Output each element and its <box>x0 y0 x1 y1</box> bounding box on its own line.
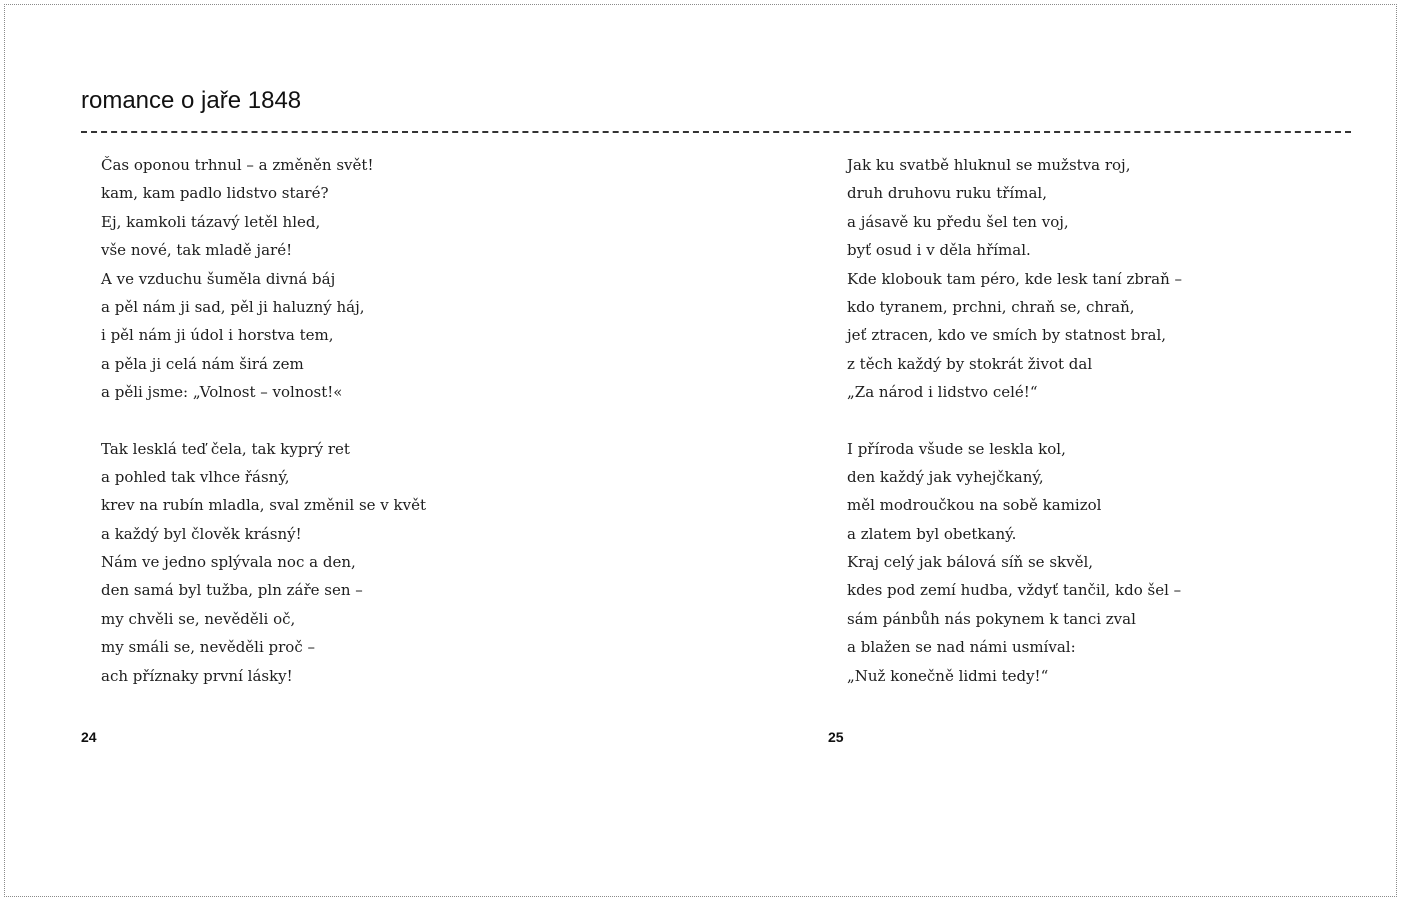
verse-line: jeť ztracen, kdo ve smích by statnost bral, <box>847 326 1167 345</box>
verse-line: kam, kam padlo lidstvo staré? <box>101 184 329 203</box>
page-number-right: 25 <box>828 729 844 745</box>
verse-line: ach příznaky první lásky! <box>101 666 293 685</box>
verse-line: „Nuž konečně lidmi tedy!“ <box>847 666 1049 685</box>
verse-line: vše nové, tak mladě jaré! <box>101 241 293 260</box>
stanza <box>847 151 1404 407</box>
verse-line: kdo tyranem, prchni, chraň se, chraň, <box>847 297 1135 316</box>
verse-line: den samá byl tužba, pln záře sen – <box>101 581 363 600</box>
verse-line: a blažen se nad námi usmíval: <box>847 638 1076 657</box>
right-page-poem <box>847 151 1404 718</box>
verse-line: krev na rubín mladla, sval změnil se v květ <box>101 496 427 515</box>
verse-line: a jásavě ku předu šel ten voj, <box>847 212 1069 231</box>
verse-line: A ve vzduchu šuměla divná báj <box>101 269 336 288</box>
stanza <box>101 435 701 691</box>
verse-line: z těch každý by stokrát život dal <box>847 354 1093 373</box>
verse-line: Nám ve jedno splývala noc a den, <box>101 553 356 572</box>
verse-line: my smáli se, nevěděli proč – <box>101 638 316 657</box>
verse-line: Ej, kamkoli tázavý letěl hled, <box>101 212 321 231</box>
verse-line: i pěl nám ji údol i horstva tem, <box>101 326 334 345</box>
verse-line: I příroda všude se leskla kol, <box>847 439 1066 458</box>
poem-title: romance o jaře 1848 <box>81 87 302 114</box>
left-page-poem <box>101 151 701 718</box>
verse-line: a zlatem byl obetkaný. <box>847 524 1017 543</box>
verse-line: kdes pod zemí hudba, vždyť tančil, kdo šel – <box>847 581 1182 600</box>
stanza <box>847 435 1404 691</box>
verse-line: a pěla ji celá nám širá zem <box>101 354 304 373</box>
verse-line: „Za národ i lidstvo celé!“ <box>847 383 1038 402</box>
stanza <box>101 151 701 407</box>
title-divider <box>81 131 1351 133</box>
verse-line: a pohled tak vlhce řásný, <box>101 467 290 486</box>
verse-line: my chvěli se, nevěděli oč, <box>101 609 296 628</box>
verse-line: Tak lesklá teď čela, tak kyprý ret <box>101 439 350 458</box>
verse-line: Kde klobouk tam péro, kde lesk taní zbraň – <box>847 269 1183 288</box>
verse-line: měl modroučkou na sobě kamizol <box>847 496 1102 515</box>
verse-line: a pěl nám ji sad, pěl ji haluzný háj, <box>101 297 365 316</box>
verse-line: sám pánbůh nás pokynem k tanci zval <box>847 609 1136 628</box>
verse-line: a každý byl člověk krásný! <box>101 524 302 543</box>
verse-line: byť osud i v děla hřímal. <box>847 241 1031 260</box>
verse-line: Čas oponou trhnul – a změněn svět! <box>101 156 374 174</box>
verse-line: Jak ku svatbě hluknul se mužstva roj, <box>847 156 1131 174</box>
verse-line: a pěli jsme: „Volnost – volnost!« <box>101 383 343 402</box>
verse-line: Kraj celý jak bálová síň se skvěl, <box>847 553 1094 572</box>
page-number-left: 24 <box>81 729 97 745</box>
verse-line: den každý jak vyhejčkaný, <box>847 467 1044 486</box>
verse-line: druh druhovu ruku třímal, <box>847 184 1047 203</box>
